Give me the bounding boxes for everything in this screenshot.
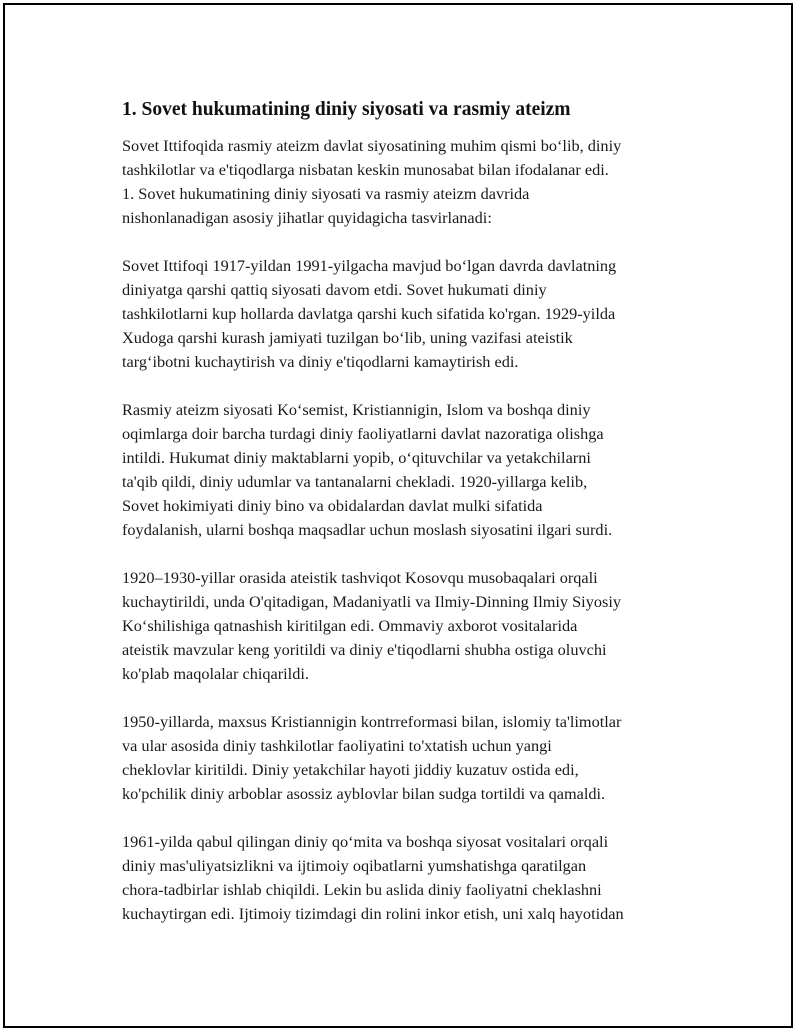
paragraph-3: Rasmiy ateizm siyosati Ko‘semist, Kristiannigin, Islom va boshqa diniy oqimlarga doir barcha turdagi diniy faoliyatlarni davlat nazoratiga olishga intildi. Hukumat diniy maktablarni yopib, o‘qituvchilar va yetakchilarni ta'qib qildi, diniy udumlar va tantanalarni chekladi. 1920-yillarga kelib, Sovet hokimiyati diniy bino va obidalardan davlat mulki sifatida foydalanish, ularni boshqa maqsadlar uchun moslash siyosatini ilgari surdi.: [122, 400, 613, 539]
paragraph-1: Sovet Ittifoqida rasmiy ateizm davlat siyosatining muhim qismi bo‘lib, diniy tashkilotlar va e'tiqodlarga nisbatan keskin munosabat bilan ifodalanar edi. 1. Sovet hukumatining diniy siyosati va rasmiy ateizm davrida nishonlanadigan asosiy jihatlar quyidagicha tasvirlanadi:: [122, 136, 622, 227]
paragraph-2: Sovet Ittifoqi 1917-yildan 1991-yilgacha mavjud bo‘lgan davrda davlatning diniyatga qarshi qattiq siyosati davom etdi. Sovet hukumati diniy tashkilotlarni kup hollarda davlatga qarshi kuch sifatida ko'rgan. 1929-yilda Xudoga qarshi kurash jamiyati tuzilgan bo‘lib, uning vazifasi ateistik targ‘ibotni kuchaytirish va diniy e'tiqodlarni kamaytirish edi.: [122, 256, 617, 371]
page-frame: [3, 3, 793, 1028]
document-body: [122, 97, 697, 950]
document-title: 1. Sovet hukumatining diniy siyosati va rasmiy ateizm: [122, 99, 571, 120]
paragraph-4: 1920–1930-yillar orasida ateistik tashviqot Kosovqu musobaqalari orqali kuchaytirildi, unda O'qitadigan, Madaniyatli va Ilmiy-Dinning Ilmiy Siyosiy Ko‘shilishiga qatnashish kiritilgan edi. Ommaviy axborot vositalarida ateistik mavzular keng yoritildi va diniy e'tiqodlarni shubha ostiga oluvchi ko'plab maqolalar chiqarildi.: [122, 568, 621, 683]
paragraph-6: 1961-yilda qabul qilingan diniy qo‘mita va boshqa siyosat vositalari orqali diniy mas'uliyatsizlikni va ijtimoiy oqibatlarni yumshatishga qaratilgan chora-tadbirlar ishlab chiqildi. Lekin bu aslida diniy faoliyatni cheklashni kuchaytirgan edi. Ijtimoiy tizimdagi din rolini inkor etish, uni xalq hayotidan: [122, 832, 624, 923]
paragraph-5: 1950-yillarda, maxsus Kristiannigin kontrreformasi bilan, islomiy ta'limotlar va ular asosida diniy tashkilotlar faoliyatini to'xtatish uchun yangi cheklovlar kiritildi. Diniy yetakchilar hayoti jiddiy kuzatuv ostida edi, ko'pchilik diniy arboblar asossiz ayblovlar bilan sudga tortildi va qamaldi.: [122, 712, 622, 803]
